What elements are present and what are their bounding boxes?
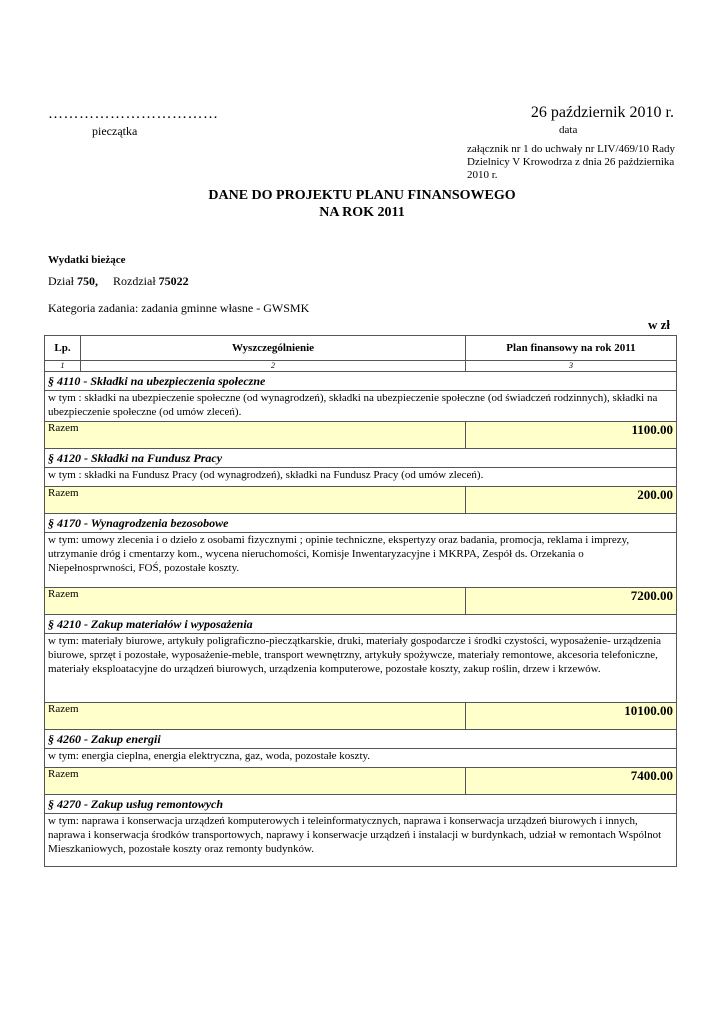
- section-description: w tym : składki na Fundusz Pracy (od wynagrodzeń), składki na Fundusz Pracy (od umów zleceń).: [45, 468, 677, 487]
- stamp-dots: ……………………………: [48, 106, 219, 122]
- section-title: § 4110 - Składki na ubezpieczenia społeczne: [45, 372, 677, 391]
- rozdzial-value: 75022: [158, 274, 189, 288]
- dzial-label: Dział: [48, 274, 74, 288]
- sum-label: Razem: [45, 588, 466, 615]
- sum-label: Razem: [45, 768, 466, 795]
- section-description: w tym: energia cieplna, energia elektryczna, gaz, woda, pozostałe koszty.: [45, 749, 677, 768]
- title-line-1: DANE DO PROJEKTU PLANU FINANSOWEGO: [208, 188, 516, 203]
- section-title: § 4260 - Zakup energii: [45, 730, 677, 749]
- document-title: [0, 187, 724, 221]
- title-line-2: NA ROK 2011: [319, 205, 405, 220]
- dzial-line: [48, 274, 189, 289]
- sum-label: Razem: [45, 422, 466, 449]
- sum-amount: 7200.00: [466, 588, 677, 615]
- section-description: w tym: materiały biurowe, artykuły poligraficzno-pieczątkarskie, druki, materiały gospodarcze i środki czystości, wyposażenie- urządzenia biurowe, sprzęt i pozostałe, wyposażenie-meble, transport wewnętrzny, artykuły spożywcze, materiały remontowe, akcesoria telefoniczne, materiały eksploatacyjne do urządzeń biurowych, urządzenia komputerowe, pozostałe koszty, zakup roślin, drzew i krzewów.: [45, 634, 677, 703]
- section-description: w tym: naprawa i konserwacja urządzeń komputerowych i teleinformatycznych, naprawa i konserwacja urządzeń biurowych i innych, naprawa i konserwacja środków transportowych, naprawy i konserwacje urządzeń i instalacji w burdynkach, udział w remontach Wspólnot Mieszkaniowych, pozostałe koszty oraz remonty budynków.: [45, 814, 677, 867]
- header-plan: Plan finansowy na rok 2011: [466, 336, 677, 361]
- sum-label: Razem: [45, 487, 466, 514]
- rozdzial-label: Rozdział: [113, 274, 156, 288]
- section-title: § 4170 - Wynagrodzenia bezosobowe: [45, 514, 677, 533]
- sum-amount: 200.00: [466, 487, 677, 514]
- document-date: 26 październik 2010 r.: [530, 104, 674, 121]
- header-description: Wyszczególnienie: [81, 336, 466, 361]
- sum-amount: 10100.00: [466, 703, 677, 730]
- date-label: data: [559, 124, 578, 136]
- section-title: § 4210 - Zakup materiałów i wyposażenia: [45, 615, 677, 634]
- section-description: w tym: umowy zlecenia i o dzieło z osobami fizycznymi ; opinie techniczne, ekspertyzy oraz badania, promocja, reklama i imprezy, utrzymanie dróg i cmentarzy kom., wycena nieruchomości, Komisje Inwentaryzacyjne i MKRPA, Zespół ds. Orzekania o Niepełnosprwności, FOŚ, pozostałe koszty.: [45, 533, 677, 588]
- attachment-note: załącznik nr 1 do uchwały nr LIV/469/10 Rady Dzielnicy V Krowodrza z dnia 26 października 2010 r.: [467, 143, 676, 181]
- header-lp: Lp.: [45, 336, 81, 361]
- section-description: w tym : składki na ubezpieczenie społeczne (od wynagrodzeń), składki na ubezpieczenie społeczne (od świadczeń rodzinnych), składki na ubezpieczenie społeczne (od umów zleceń).: [45, 391, 677, 422]
- section-label: Wydatki bieżące: [48, 254, 126, 266]
- section-title: § 4120 - Składki na Fundusz Pracy: [45, 449, 677, 468]
- col-number-2: 2: [81, 361, 466, 372]
- financial-plan-table: [44, 335, 677, 867]
- sum-amount: 1100.00: [466, 422, 677, 449]
- col-number-3: 3: [466, 361, 677, 372]
- col-number-1: 1: [45, 361, 81, 372]
- currency-unit: w zł: [647, 317, 670, 332]
- category-line: Kategoria zadania: zadania gminne własne - GWSMK: [48, 301, 310, 315]
- dzial-value: 750,: [77, 274, 98, 288]
- stamp-label: pieczątka: [92, 124, 138, 138]
- section-title: § 4270 - Zakup usług remontowych: [45, 795, 677, 814]
- sum-amount: 7400.00: [466, 768, 677, 795]
- sum-label: Razem: [45, 703, 466, 730]
